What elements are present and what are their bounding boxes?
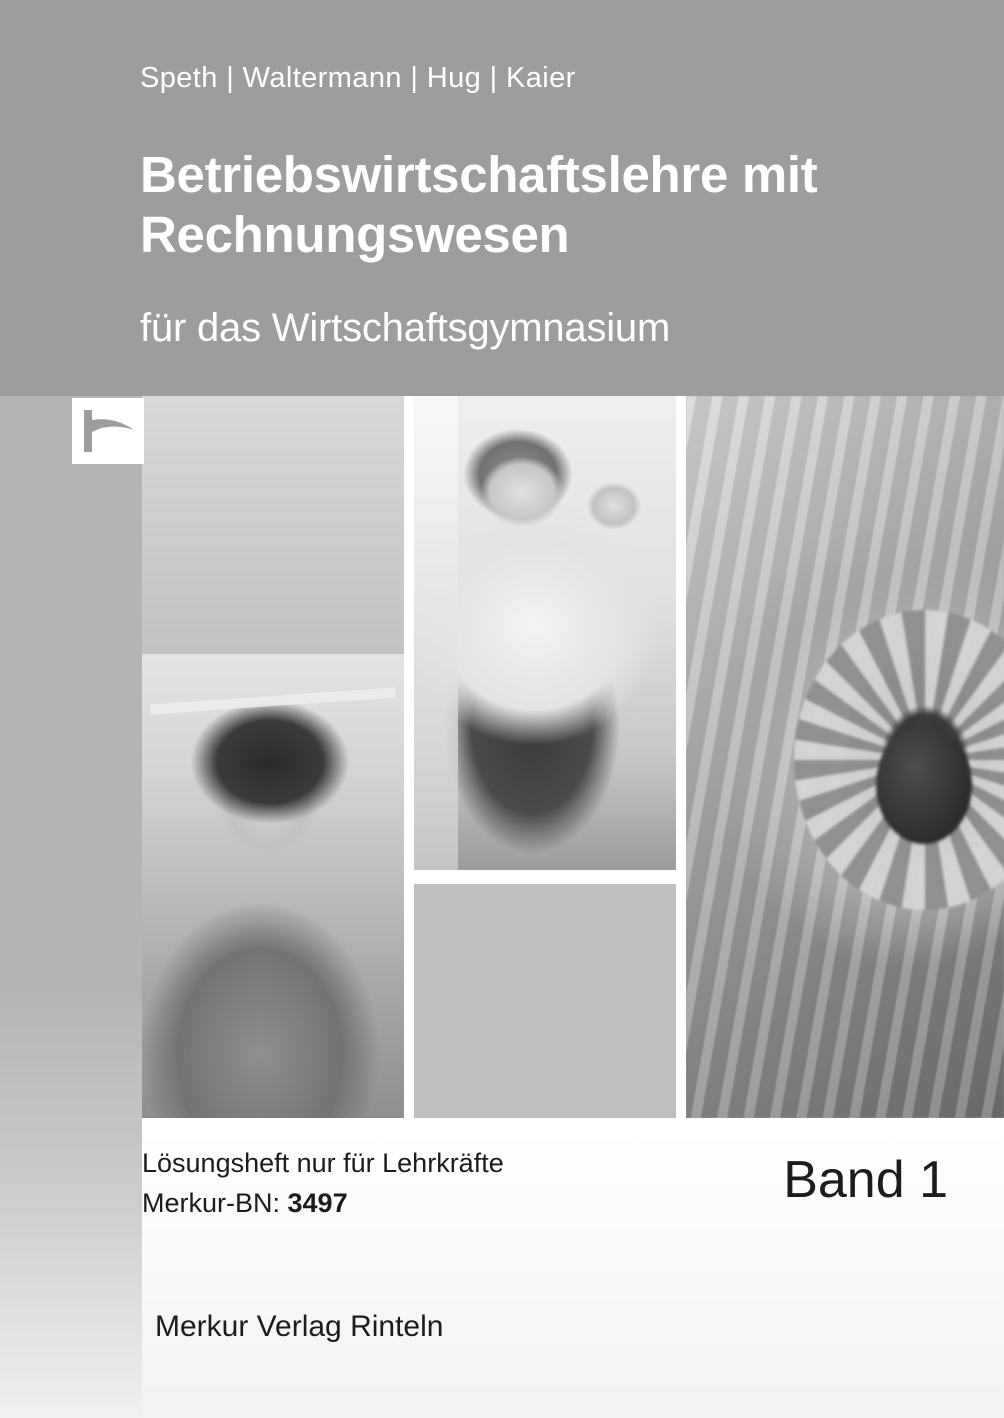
left-gradient-column xyxy=(0,396,142,1418)
gear-hub xyxy=(876,726,972,844)
publisher-name: Merkur Verlag Rinteln xyxy=(155,1310,444,1343)
book-title: Betriebswirtschaftslehre mit Rechnungswesen xyxy=(140,146,818,263)
photo-mid-wall xyxy=(414,396,458,870)
volume-label: Band 1 xyxy=(783,1151,948,1209)
photo-gear-industry xyxy=(686,396,1004,1118)
photo-left-upper-area xyxy=(142,396,404,660)
photo-student-male xyxy=(142,396,404,1118)
photo-mid-lower-block xyxy=(414,884,676,1118)
bn-value: 3497 xyxy=(287,1188,348,1218)
bn-label: Merkur-BN: xyxy=(142,1188,288,1218)
photo-students-group xyxy=(414,396,676,870)
merkur-flag-logo-icon xyxy=(80,404,138,456)
authors-line: Speth | Waltermann | Hug | Kaier xyxy=(140,62,576,94)
book-subtitle: für das Wirtschaftsgymnasium xyxy=(140,306,671,350)
solution-note: Lösungsheft nur für Lehrkräfte xyxy=(142,1148,504,1178)
merkur-bn xyxy=(142,1188,348,1219)
photo-left-image xyxy=(142,654,404,1118)
